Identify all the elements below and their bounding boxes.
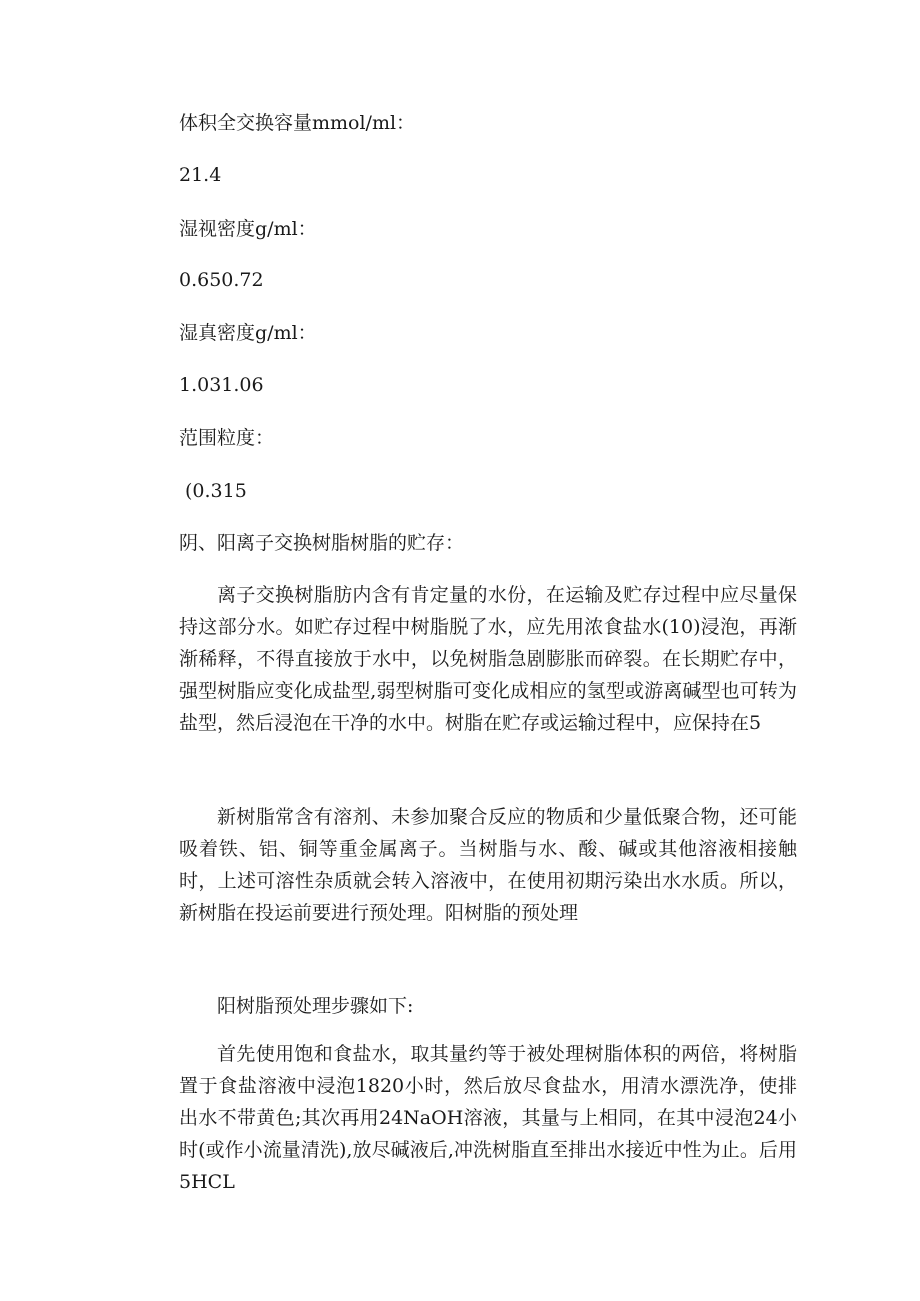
cation-steps-heading: 阳树脂预处理步骤如下: bbox=[217, 995, 414, 1017]
particle-size-value: (0.315 bbox=[185, 480, 247, 502]
storage-paragraph: 离子交换树脂肪内含有肯定量的水份，在运输及贮存过程中应尽量保持这部分水。如贮存过程中树脂脱了水，应先用浓食盐水(10)浸泡，再渐渐稀释，不得直接放于水中，以免树脂急剧膨胀而碎裂。在长期贮存中，强型树脂应变化成盐型,弱型树脂可变化成相应的氢型或游离碱型也可转为盐型，然后浸泡在干净的水中。树脂在贮存或运输过程中，应保持在5 bbox=[179, 584, 797, 734]
wet-true-density-label: 湿真密度g/ml： bbox=[179, 322, 317, 344]
wet-apparent-density-value: 0.650.72 bbox=[179, 269, 264, 291]
pretreatment-intro-paragraph: 新树脂常含有溶剂、未参加聚合反应的物质和少量低聚合物，还可能吸着铁、铝、铜等重金属离子。当树脂与水、酸、碱或其他溶液相接触时，上述可溶性杂质就会转入溶液中，在使用初期污染出水水质。所以，新树脂在投运前要进行预处理。阳树脂的预处理 bbox=[179, 806, 797, 924]
storage-heading: 阴、阳离子交换树脂树脂的贮存： bbox=[179, 532, 465, 554]
particle-size-label: 范围粒度： bbox=[179, 427, 275, 449]
cation-steps-paragraph: 首先使用饱和食盐水，取其量约等于被处理树脂体积的两倍，将树脂置于食盐溶液中浸泡1820小时，然后放尽食盐水，用清水漂洗净，使排出水不带黄色;其次再用24NaOH溶液，其量与上相同，在其中浸泡24小时(或作小流量清洗),放尽碱液后,冲洗树脂直至排出水接近中性为止。后用5HCL bbox=[179, 1043, 797, 1193]
exchange-capacity-label: 体积全交换容量mmol/ml： bbox=[179, 112, 416, 134]
wet-true-density-value: 1.031.06 bbox=[179, 374, 264, 396]
wet-apparent-density-label: 湿视密度g/ml： bbox=[179, 218, 317, 240]
exchange-capacity-value: 21.4 bbox=[179, 164, 222, 186]
